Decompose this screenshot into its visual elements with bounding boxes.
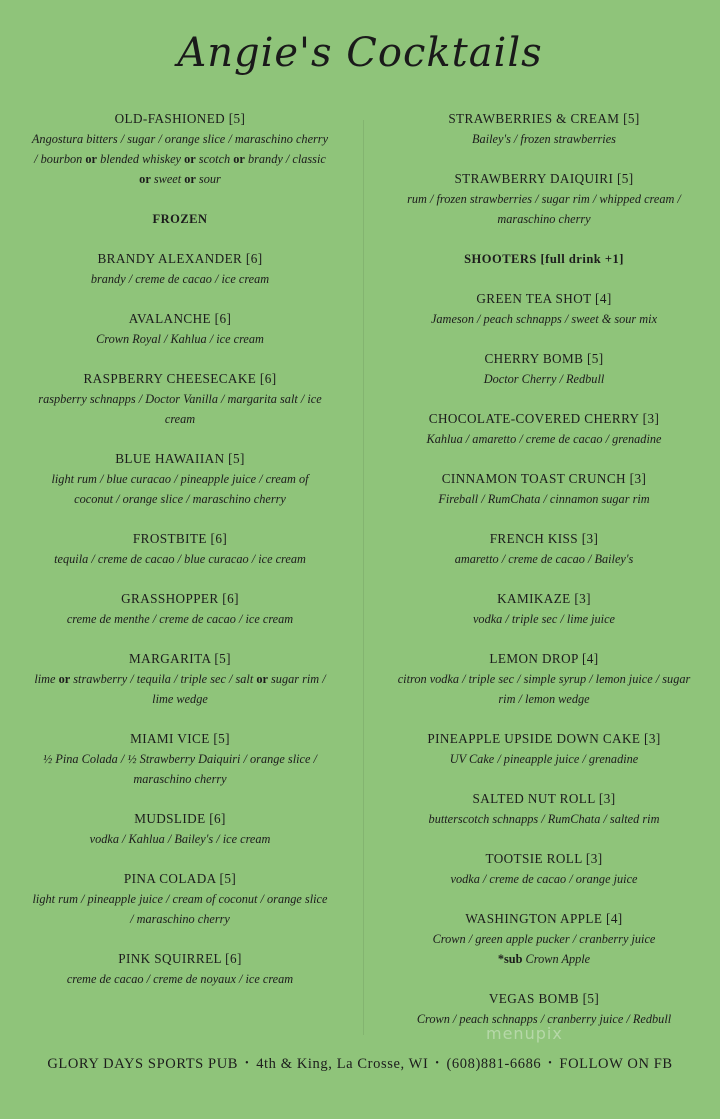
menu-item-description: lime wedge <box>152 692 208 706</box>
menu-item-name: TOOTSIE ROLL [3] <box>485 851 603 866</box>
menu-item-description: light rum / pineapple juice / cream of coconut / orange slice <box>32 892 328 906</box>
menu-item-description: light rum / blue curacao / pineapple juice / cream of <box>51 472 309 486</box>
menu-item-description: vodka / Kahlua / Bailey's / ice cream <box>89 832 271 846</box>
menu-item-description: amaretto / creme de cacao / Bailey's <box>454 552 634 566</box>
menu-item-name: CHOCOLATE-COVERED CHERRY [3] <box>428 411 660 426</box>
footer-phone: (608)881-6686 <box>446 1056 542 1072</box>
footer-separator: • <box>435 1058 440 1069</box>
menu-item <box>10 649 350 709</box>
menu-item-description: Crown / green apple pucker / cranberry juice <box>432 932 656 946</box>
menu-item <box>374 529 714 569</box>
menu-item-description: Doctor Cherry / Redbull <box>483 372 605 386</box>
left-column <box>10 109 350 1009</box>
menu-item-description: creme de menthe / creme de cacao / ice cream <box>66 612 294 626</box>
menu-item-description: Fireball / RumChata / cinnamon sugar rim <box>438 492 650 506</box>
menu-item-description: vodka / creme de cacao / orange juice <box>450 872 638 886</box>
menu-item <box>374 589 714 629</box>
menu-item <box>10 729 350 789</box>
menu-item <box>374 729 714 769</box>
menu-item-name: FRENCH KISS [3] <box>489 531 599 546</box>
menu-item-name: PINK SQUIRREL [6] <box>118 951 242 966</box>
menu-item-name: MUDSLIDE [6] <box>134 811 226 826</box>
menu-item <box>374 169 714 229</box>
footer-pub-name: GLORY DAYS SPORTS PUB <box>47 1056 239 1072</box>
menu-item-description: citron vodka / triple sec / simple syrup / lemon juice / sugar <box>397 672 691 686</box>
menu-item-description: rum / frozen strawberries / sugar rim / whipped cream / <box>407 192 681 206</box>
menu-item <box>374 789 714 829</box>
menu-item-description: Kahlua / amaretto / creme de cacao / grenadine <box>426 432 662 446</box>
menu-item <box>374 409 714 449</box>
footer-separator: • <box>245 1058 250 1069</box>
menu-item-name: GREEN TEA SHOT [4] <box>476 291 612 306</box>
menu-item-name: STRAWBERRY DAIQUIRI [5] <box>454 171 634 186</box>
menu-item-description: maraschino cherry <box>133 772 227 786</box>
section-shooters-label: SHOOTERS <box>464 252 537 266</box>
section-heading-frozen <box>10 209 350 229</box>
menu-item-name: CINNAMON TOAST CRUNCH [3] <box>441 471 647 486</box>
menu-item-description: / maraschino cherry <box>130 912 230 926</box>
right-items-shooters <box>374 289 714 1029</box>
menu-item-name: MARGARITA [5] <box>129 651 231 666</box>
menu-item <box>374 989 714 1029</box>
menu-item-name: AVALANCHE [6] <box>128 311 232 326</box>
menu-item-description: maraschino cherry <box>497 212 591 226</box>
menu-item-description: Bailey's / frozen strawberries <box>472 132 616 146</box>
menu-item <box>374 109 714 149</box>
menu-item <box>10 529 350 569</box>
menu-item-description: creme de cacao / creme de noyaux / ice cream <box>66 972 294 986</box>
menu-item <box>374 289 714 329</box>
menu-item-name: OLD-FASHIONED [5] <box>114 111 246 126</box>
menu-item-description: raspberry schnapps / Doctor Vanilla / margarita salt / ice <box>38 392 322 406</box>
menu-item-name: PINEAPPLE UPSIDE DOWN CAKE [3] <box>427 731 661 746</box>
menu-item-name: STRAWBERRIES & CREAM [5] <box>448 111 640 126</box>
menu-item-name: BLUE HAWAIIAN [5] <box>115 451 245 466</box>
menu-item-name: GRASSHOPPER [6] <box>121 591 239 606</box>
menu-item <box>374 469 714 509</box>
footer-address: 4th & King, La Crosse, WI <box>256 1056 429 1072</box>
menu-title: Angie's Cocktails <box>177 30 543 76</box>
menu-item-name: RASPBERRY CHEESECAKE [6] <box>83 371 277 386</box>
menu-item-name: WASHINGTON APPLE [4] <box>465 911 623 926</box>
menu-item-description: coconut / orange slice / maraschino cherry <box>74 492 286 506</box>
column-divider <box>363 120 364 1035</box>
footer <box>0 1056 720 1073</box>
menu-item <box>374 849 714 889</box>
menu-item-name: BRANDY ALEXANDER [6] <box>97 251 263 266</box>
menu-item <box>374 349 714 389</box>
menu-item-name: FROSTBITE [6] <box>132 531 228 546</box>
menu-item <box>10 589 350 629</box>
menu-item-description: cream <box>164 412 196 426</box>
menu-item-description: Crown Royal / Kahlua / ice cream <box>96 332 264 346</box>
menu-item-description: ½ Pina Colada / ½ Strawberry Daiquiri / orange slice / <box>43 752 317 766</box>
menu-item-name: KAMIKAZE [3] <box>497 591 591 606</box>
menu-item-name: VEGAS BOMB [5] <box>488 991 600 1006</box>
menu-item <box>374 909 714 969</box>
menu-item-name: SALTED NUT ROLL [3] <box>472 791 616 806</box>
menu-item <box>10 369 350 429</box>
menu-item-name: MIAMI VICE [5] <box>130 731 230 746</box>
right-items-top <box>374 109 714 229</box>
menu-item-description: Jameson / peach schnapps / sweet & sour mix <box>430 312 658 326</box>
footer-social: FOLLOW ON FB <box>559 1056 673 1072</box>
menu-item-description: tequila / creme de cacao / blue curacao / ice cream <box>54 552 306 566</box>
section-frozen-label: FROZEN <box>152 212 208 226</box>
menu-item <box>10 449 350 509</box>
menu-item-description: vodka / triple sec / lime juice <box>472 612 616 626</box>
menu-item <box>10 809 350 849</box>
menu-item-name: CHERRY BOMB [5] <box>484 351 604 366</box>
menu-item-description: brandy / creme de cacao / ice cream <box>90 272 270 286</box>
right-column <box>374 109 714 1049</box>
menu-item-description: butterscotch schnapps / RumChata / salted rim <box>428 812 660 826</box>
menu-item <box>374 649 714 709</box>
menu-item <box>10 949 350 989</box>
menu-item-description: lime or strawberry / tequila / triple sec / salt or sugar rim / <box>34 672 326 686</box>
left-items-frozen <box>10 249 350 989</box>
section-shooters-note: [full drink +1] <box>540 252 624 266</box>
menu-item-description: UV Cake / pineapple juice / grenadine <box>449 752 639 766</box>
menu-item-name: LEMON DROP [4] <box>489 651 599 666</box>
menu-item <box>10 309 350 349</box>
menu-item-description: Crown / peach schnapps / cranberry juice / Redbull <box>416 1012 672 1026</box>
watermark: menupix <box>486 1024 563 1043</box>
menu-item-description: *sub Crown Apple <box>497 952 591 966</box>
menu-item-name: PINA COLADA [5] <box>123 871 237 886</box>
menu-item-description: Angostura bitters / sugar / orange slice / maraschino cherry <box>31 132 329 146</box>
menu-item <box>10 109 350 189</box>
footer-separator: • <box>548 1058 553 1069</box>
menu-item-description: or sweet or sour <box>139 172 221 186</box>
menu-item-description: / bourbon or blended whiskey or scotch or brandy / classic <box>34 152 326 166</box>
menu-item <box>10 249 350 289</box>
menu-item <box>10 869 350 929</box>
menu-item-description: rim / lemon wedge <box>498 692 590 706</box>
left-items-top <box>10 109 350 189</box>
section-heading-shooters <box>374 249 714 269</box>
